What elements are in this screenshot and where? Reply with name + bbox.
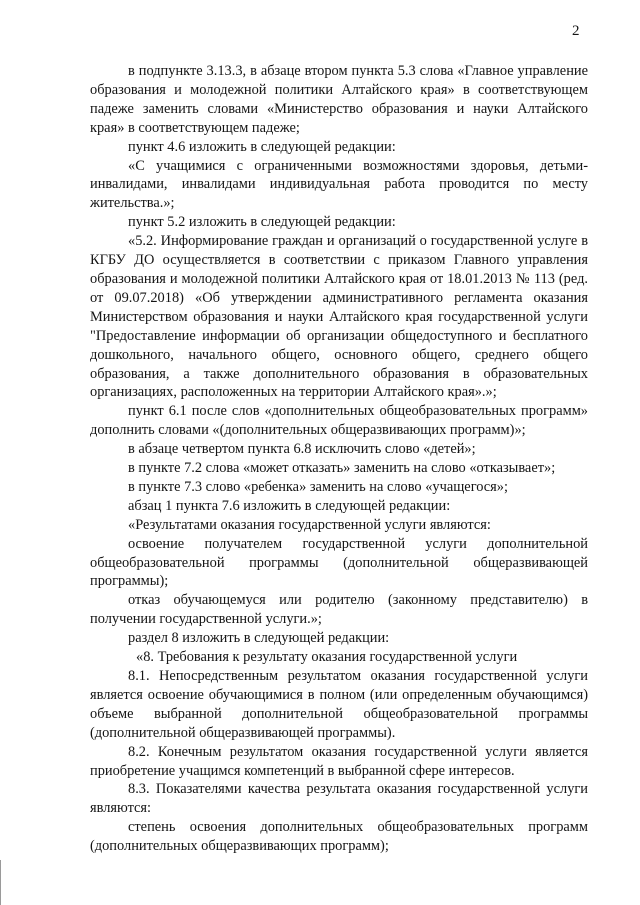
scan-edge-mark xyxy=(0,860,7,905)
paragraph-item-7-3: в пункте 7.3 слово «ребенка» заменить на слово «учащегося»; xyxy=(128,478,508,495)
paragraph-item-8-2: 8.2. Конечным результатом оказания государственной услуги является приобретение учащимся компетенций в выбранной сфере интересов. xyxy=(90,743,588,779)
paragraph-item-5-2-intro: пункт 5.2 изложить в следующей редакции: xyxy=(128,214,396,231)
paragraph-item-4-6-intro: пункт 4.6 изложить в следующей редакции: xyxy=(128,138,396,155)
paragraph-item-6-8: в абзаце четвертом пункта 6.8 исключить слово «детей»; xyxy=(128,441,476,458)
paragraph-item-7-2: в пункте 7.2 слова «может отказать» заменить на слово «отказывает»; xyxy=(128,460,556,477)
paragraph-amend-3-13-3: в подпункте 3.13.3, в абзаце втором пункта 5.3 слова «Главное управление образования и молодежной политики Алтайского края» в соответствующем падеже заменить словами «Министерство образования и науки Алтайского края» в соответствующем падеже; xyxy=(90,63,588,136)
paragraph-item-4-6-text: «С учащимися с ограниченными возможностями здоровья, детьми-инвалидами, инвалидами индивидуальная работа проводится по месту жительства.»; xyxy=(90,157,588,212)
paragraph-item-8-3: 8.3. Показателями качества результата оказания государственной услуги являются: xyxy=(90,781,588,817)
paragraph-item-8-1: 8.1. Непосредственным результатом оказания государственной услуги является освоение обучающимися в полном (или определенным обучающимся) объеме выбранной дополнительной общеобразовательной программы (дополнительной общеразвивающей программы). xyxy=(90,668,588,741)
section-8-heading: «8. Требования к результату оказания государственной услуги xyxy=(136,649,518,666)
paragraph-section-8-intro: раздел 8 изложить в следующей редакции: xyxy=(128,630,390,647)
paragraph-item-8-3-degree: степень освоения дополнительных общеобразовательных программ (дополнительных общеразвивающих программ); xyxy=(90,819,588,855)
paragraph-item-7-6-results: «Результатами оказания государственной услуги являются: xyxy=(128,516,491,533)
paragraph-item-7-6-refusal: отказ обучающемуся или родителю (законному представителю) в получении государственной услуги.»; xyxy=(90,592,588,628)
paragraph-item-6-1: пункт 6.1 после слов «дополнительных общеобразовательных программ» дополнить словами «(дополнительных общеразвивающих программ)»; xyxy=(90,403,588,439)
paragraph-item-7-6-mastery: освоение получателем государственной услуги дополнительной общеобразовательной программы (дополнительной общеразвивающей программы); xyxy=(90,535,588,590)
paragraph-item-7-6-intro: абзац 1 пункта 7.6 изложить в следующей редакции: xyxy=(128,497,451,514)
page-number: 2 xyxy=(572,23,580,39)
paragraph-item-5-2-text: «5.2. Информирование граждан и организаций о государственной услуге в КГБУ ДО осуществляется в соответствии с приказом Главного управления образования и молодежной политики Алтайского края от 18.01.2013 № 113 (ред. от 09.07.2018) «Об утверждении административного регламента оказания Министерством образования и науки Алтайского края государственной услуги "Предоставление информации об организации общедоступного и бесплатного дошкольного, начального общего, основного общего, среднего общего образования, а также дополнительного образования в образовательных организациях, расположенных на территории Алтайского края».»; xyxy=(90,233,588,401)
document-body xyxy=(90,62,588,856)
